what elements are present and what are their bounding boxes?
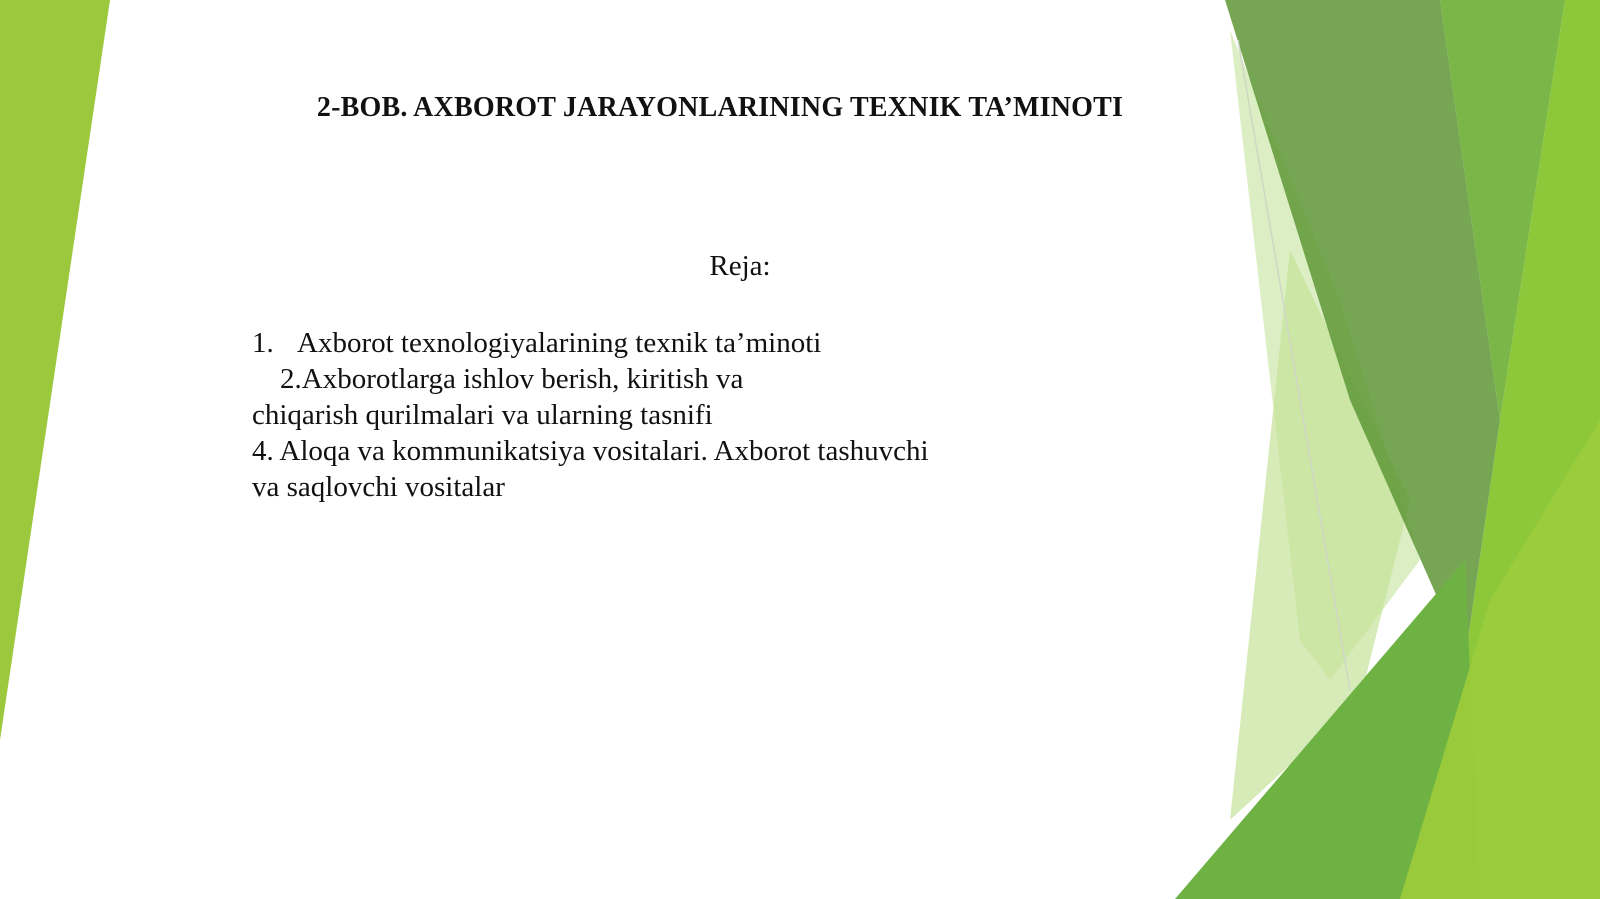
plan-item-4-line-2: va saqlovchi vositalar [252,471,505,503]
plan-item-2-line-2: chiqarish qurilmalari va ularning tasnifi [252,399,713,431]
plan-item-1 [252,325,1012,361]
plan-list [252,325,1012,505]
plan-heading: Reja: [709,250,771,282]
slide-title: 2-BOB. AXBOROT JARAYONLARINING TEXNIK TA’MINOTI [316,92,1124,123]
plan-item-1-text: Axborot texnologiyalarining texnik ta’minoti [297,327,822,359]
plan-item-4-line-1: 4. Aloqa va kommunikatsiya vositalari. Axborot tashuvchi [252,435,929,467]
plan-item-2-line-1: 2.Axborotlarga ishlov berish, kiritish va [280,363,744,395]
plan-item-1-number: 1. [252,327,274,359]
left-green-band [0,0,110,740]
